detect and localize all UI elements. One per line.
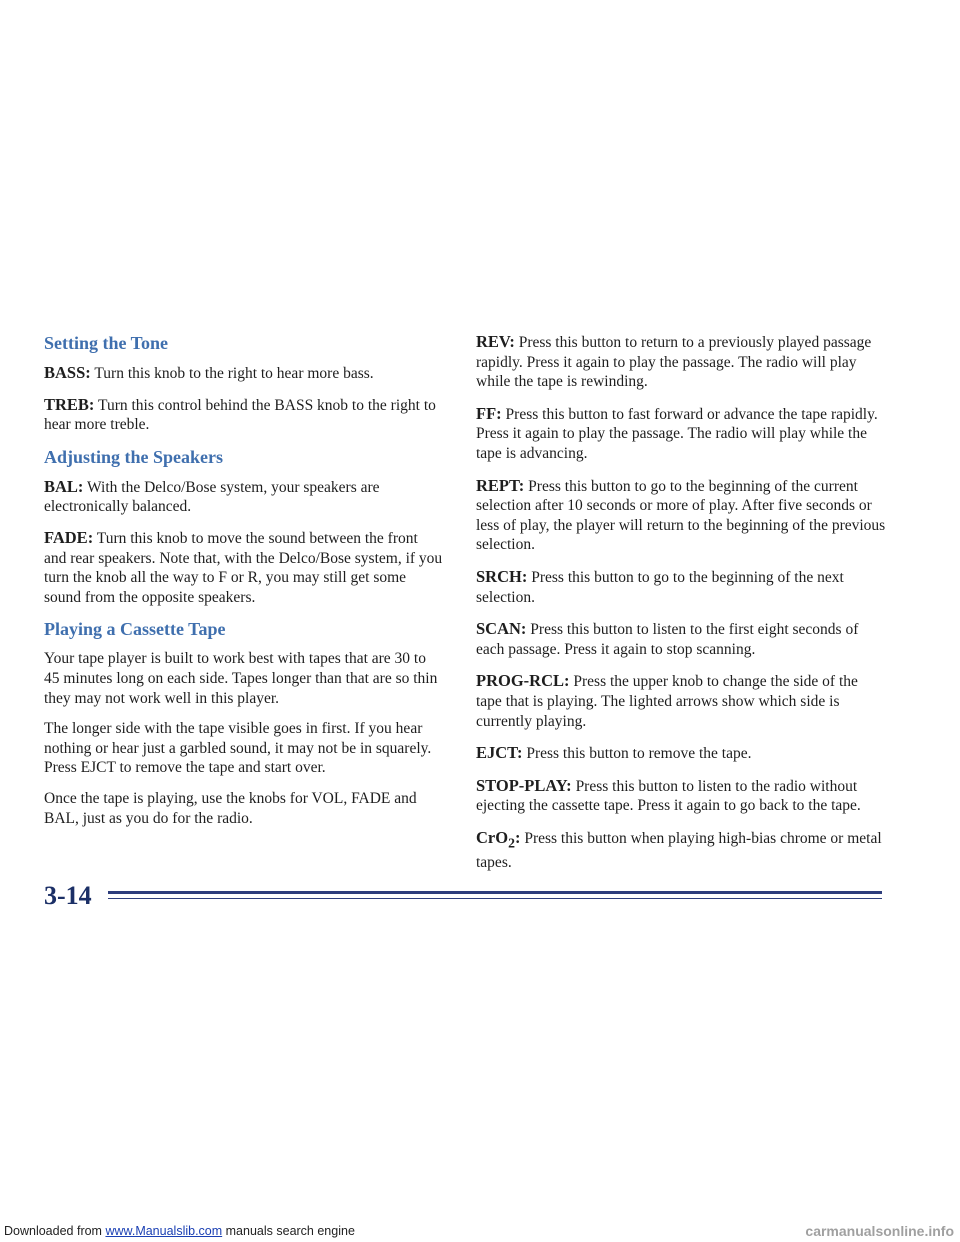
rept-term: REPT: <box>476 475 525 495</box>
rev-term: REV: <box>476 332 515 351</box>
ejct-term: EJCT: <box>476 743 523 763</box>
left-column <box>44 332 444 839</box>
bass-text: Turn this knob to the right to hear more bass. <box>90 365 374 382</box>
heading-adjusting-the-speakers: Adjusting the Speakers <box>44 446 224 467</box>
prog-rcl-text: Press the upper knob to change the side of the tape that is playing. The lighted arrows show which side is currently playing. <box>476 673 858 730</box>
fade-term: FADE: <box>44 527 94 547</box>
treb-paragraph <box>44 395 444 435</box>
srch-paragraph <box>476 567 886 607</box>
rev-text: Press this button to return to a previously played passage rapidly. Press it again to play the passage. The radio will play while the tape is rewinding. <box>476 334 872 391</box>
ejct-text: Press this button to remove the tape. <box>522 745 752 763</box>
download-banner <box>0 1220 960 1242</box>
bal-text: With the Delco/Bose system, your speakers are electronically balanced. <box>44 478 380 516</box>
ff-term: FF: <box>476 403 502 423</box>
stop-play-paragraph <box>476 776 886 816</box>
rept-text: Press this button to go to the beginning of the current selection after 10 seconds or more of play. After five seconds or less of play, the player will return to the beginning of the previous selection. <box>476 477 886 554</box>
scan-paragraph <box>476 619 886 659</box>
manualslib-link[interactable]: www.Manualslib.com <box>105 1224 223 1238</box>
cro2-term <box>476 827 521 851</box>
cro2-term-main: CrO <box>476 827 509 847</box>
treb-term: TREB: <box>44 394 95 414</box>
stop-play-term: STOP-PLAY: <box>476 775 572 795</box>
rept-paragraph <box>476 476 886 555</box>
bal-paragraph <box>44 477 444 517</box>
srch-term: SRCH: <box>476 566 528 586</box>
prog-rcl-paragraph <box>476 671 886 731</box>
page-footer <box>44 881 882 911</box>
cro2-paragraph <box>476 828 886 872</box>
cro2-term-subscript: 2 <box>508 835 515 851</box>
right-column <box>476 332 886 884</box>
cassette-paragraph-3: Once the tape is playing, use the knobs for VOL, FADE and BAL, just as you do for the radio. <box>44 789 417 827</box>
scan-term: SCAN: <box>476 619 527 639</box>
banner-text <box>4 1220 355 1242</box>
bal-term: BAL: <box>44 476 84 496</box>
banner-prefix: Downloaded from <box>4 1224 106 1238</box>
ejct-paragraph <box>476 743 886 764</box>
ff-text: Press this button to fast forward or advance the tape rapidly. Press it again to play the passage. The radio will play while the tape is advancing. <box>476 405 878 462</box>
cro2-term-colon: : <box>514 827 521 847</box>
cassette-paragraph-1: Your tape player is built to work best with tapes that are 30 to 45 minutes long on each side. Tapes longer than that are so thin they may not work well in this player. <box>44 650 438 707</box>
cro2-text: Press this button when playing high-bias chrome or metal tapes. <box>476 829 882 871</box>
rev-paragraph <box>476 332 886 392</box>
bass-paragraph <box>44 363 444 384</box>
prog-rcl-term: PROG-RCL: <box>476 671 570 691</box>
banner-suffix: manuals search engine <box>222 1224 355 1238</box>
footer-rule-thick <box>108 891 882 894</box>
heading-playing-a-cassette-tape: Playing a Cassette Tape <box>44 619 226 640</box>
page-number: 3-14 <box>44 881 92 910</box>
treb-text: Turn this control behind the BASS knob to the right to hear more treble. <box>44 396 436 434</box>
ff-paragraph <box>476 404 886 464</box>
footer-rule-thin <box>108 898 882 899</box>
bass-term: BASS: <box>44 363 91 382</box>
fade-text: Turn this knob to move the sound between the front and rear speakers. Note that, with the Delco/Bose system, if you turn the knob all the way to F or R, you may still get some sound from the opposite speakers. <box>44 529 443 606</box>
scan-text: Press this button to listen to the first eight seconds of each passage. Press it again to stop scanning. <box>476 621 859 658</box>
cassette-paragraph-2: The longer side with the tape visible goes in first. If you hear nothing or hear just a garbled sound, it may not be in squarely. Press EJCT to remove the tape and start over. <box>44 720 432 777</box>
srch-text: Press this button to go to the beginning of the next selection. <box>476 568 844 606</box>
stop-play-text: Press this button to listen to the radio without ejecting the cassette tape. Press it again to go back to the tape. <box>476 777 861 815</box>
heading-setting-the-tone: Setting the Tone <box>44 333 169 353</box>
fade-paragraph <box>44 528 444 607</box>
watermark-text: carmanualsonline.info <box>805 1223 954 1239</box>
